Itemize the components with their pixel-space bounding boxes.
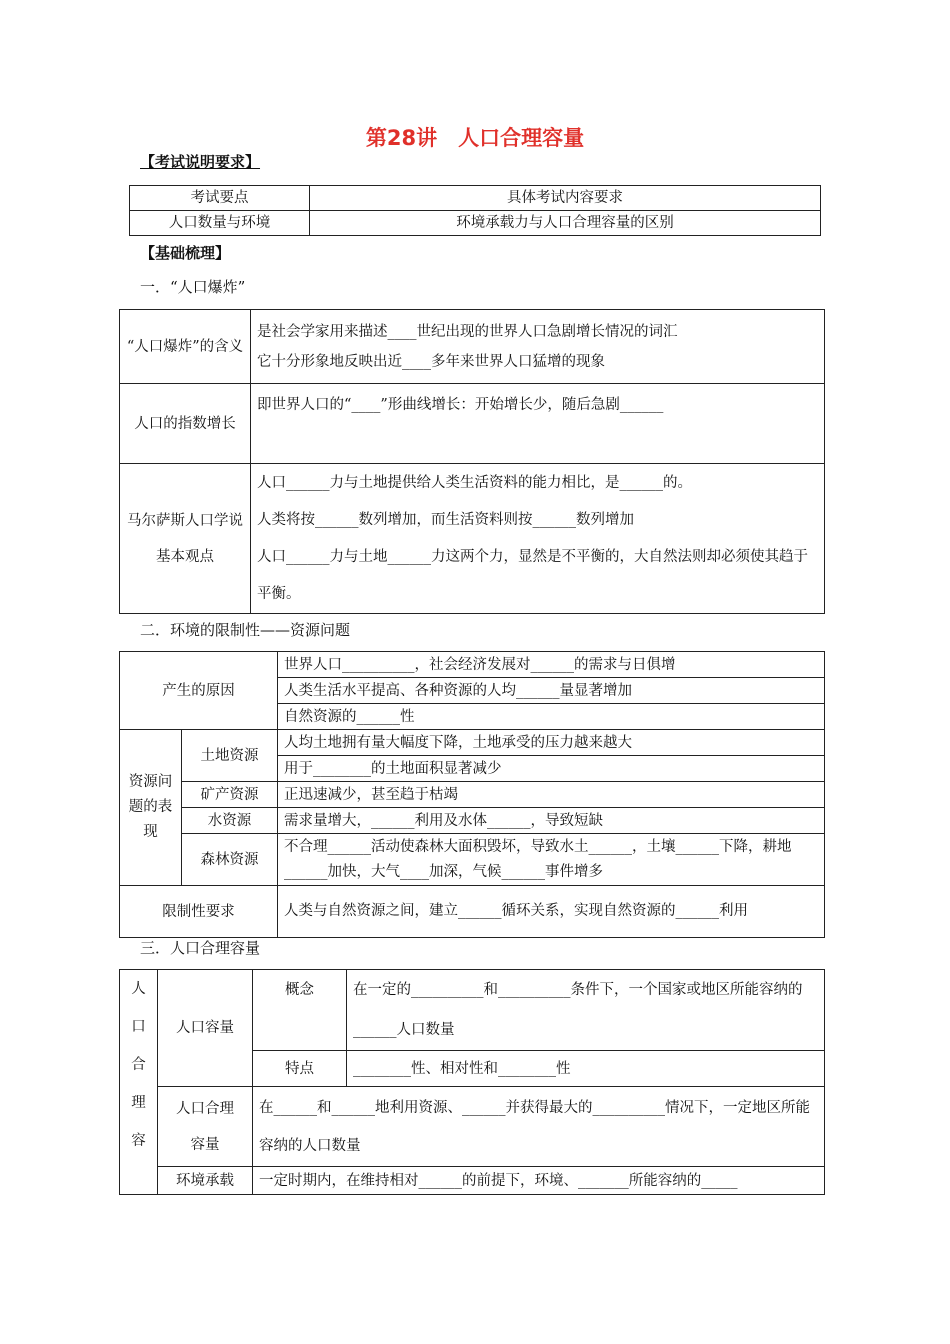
table-cell: 人类生活水平提高、各种资源的人均______量显著增加 — [278, 678, 825, 704]
table-cell: 正迅速减少，甚至趋于枯竭 — [278, 782, 825, 808]
row-label — [120, 970, 158, 1195]
row-label — [120, 310, 251, 384]
table-cell: 人类与自然资源之间，建立______循环关系，实现自然资源的______利用 — [278, 886, 825, 938]
row-label-text: “人口爆炸”的含义 — [126, 338, 244, 355]
text-line: 即世界人口的“____”形曲线增长：开始增长少，随后急剧______ — [257, 397, 664, 413]
table-cell — [251, 464, 825, 614]
sub-label: 人口容量 — [158, 970, 253, 1087]
row-label — [120, 384, 251, 464]
table-cell — [251, 310, 825, 384]
reasonable-capacity-table — [119, 969, 825, 1195]
sub-label: 环境承载 — [158, 1167, 253, 1195]
exam-requirements-heading — [140, 151, 260, 172]
sub-label: 水资源 — [182, 808, 278, 834]
table-header: 考试要点 — [130, 186, 310, 211]
table-cell: 自然资源的______性 — [278, 704, 825, 730]
row-label — [120, 464, 251, 614]
text-line: 人口______力与土地提供给人类生活资料的能力相比，是______的。 — [257, 474, 692, 491]
row-label-text: 人口的指数增长 — [134, 415, 236, 432]
row-label: 限制性要求 — [120, 886, 278, 938]
text-line: 它十分形象地反映出近____多年来世界人口猛增的现象 — [257, 353, 605, 370]
sub-label-text: 人口合理容量 — [176, 1100, 234, 1153]
table-header: 具体考试内容要求 — [310, 186, 821, 211]
table-cell: 在______和______地利用资源、______并获得最大的__________情况下，一定地区所能容纳的人口数量 — [253, 1087, 825, 1167]
sub-label: 森林资源 — [182, 834, 278, 886]
sub-label: 矿产资源 — [182, 782, 278, 808]
text-line: 是社会学家用来描述____世纪出现的世界人口急剧增长情况的词汇 — [257, 323, 678, 340]
sub-label: 特点 — [253, 1051, 347, 1087]
table-cell: 人均土地拥有量大幅度下降，土地承受的压力越来越大 — [278, 730, 825, 756]
table-cell: 人口数量与环境 — [130, 211, 310, 236]
table-cell: 环境承载力与人口合理容量的区别 — [310, 211, 821, 236]
table-cell: 一定时期内，在维持相对______的前提下，环境、_______所能容纳的_____ — [253, 1167, 825, 1195]
sub-label: 土地资源 — [182, 730, 278, 782]
section1-heading: 一．“人口爆炸” — [140, 278, 246, 296]
row-label — [120, 730, 182, 886]
row-label: 产生的原因 — [120, 652, 278, 730]
row-label-text: 资源问题的表现 — [128, 774, 173, 840]
table-cell: 用于________的土地面积显著减少 — [278, 756, 825, 782]
table-cell: 世界人口__________，社会经济发展对______的需求与日俱增 — [278, 652, 825, 678]
table-cell: 不合理______活动使森林大面积毁坏，导致水土______，土壤______下降，耕地______加快，大气____加深，气候______事件增多 — [278, 834, 825, 886]
population-explosion-table — [119, 309, 825, 614]
text-line: 人类将按______数列增加，而生活资料则按______数列增加 — [257, 511, 634, 528]
table-cell — [251, 384, 825, 464]
sub-label: 概念 — [253, 970, 347, 1051]
table-cell: 在一定的__________和__________条件下，一个国家或地区所能容纳的______人口数量 — [347, 970, 825, 1051]
section3-heading: 三．人口合理容量 — [140, 939, 261, 957]
basics-heading: 【基础梳理】 — [140, 244, 231, 262]
exam-requirements-table — [129, 185, 821, 236]
text-line: 人口______力与土地______力这两个力，显然是不平衡的，大自然法则却必须使其趋于平衡。 — [257, 548, 808, 602]
section2-heading: 二．环境的限制性——资源问题 — [140, 621, 351, 639]
table-cell: 需求量增大，______利用及水体______，导致短缺 — [278, 808, 825, 834]
sub-label — [158, 1087, 253, 1167]
row-label-text: 马尔萨斯人口学说基本观点 — [127, 512, 243, 565]
resource-issues-table — [119, 651, 825, 938]
page-title: 第28讲 人口合理容量 — [365, 126, 585, 150]
exam-requirements-heading-text: 【考试说明要求】 — [140, 153, 261, 171]
side-label-text: 人口合理容 — [131, 981, 146, 1149]
table-cell: ________性、相对性和________性 — [347, 1051, 825, 1087]
